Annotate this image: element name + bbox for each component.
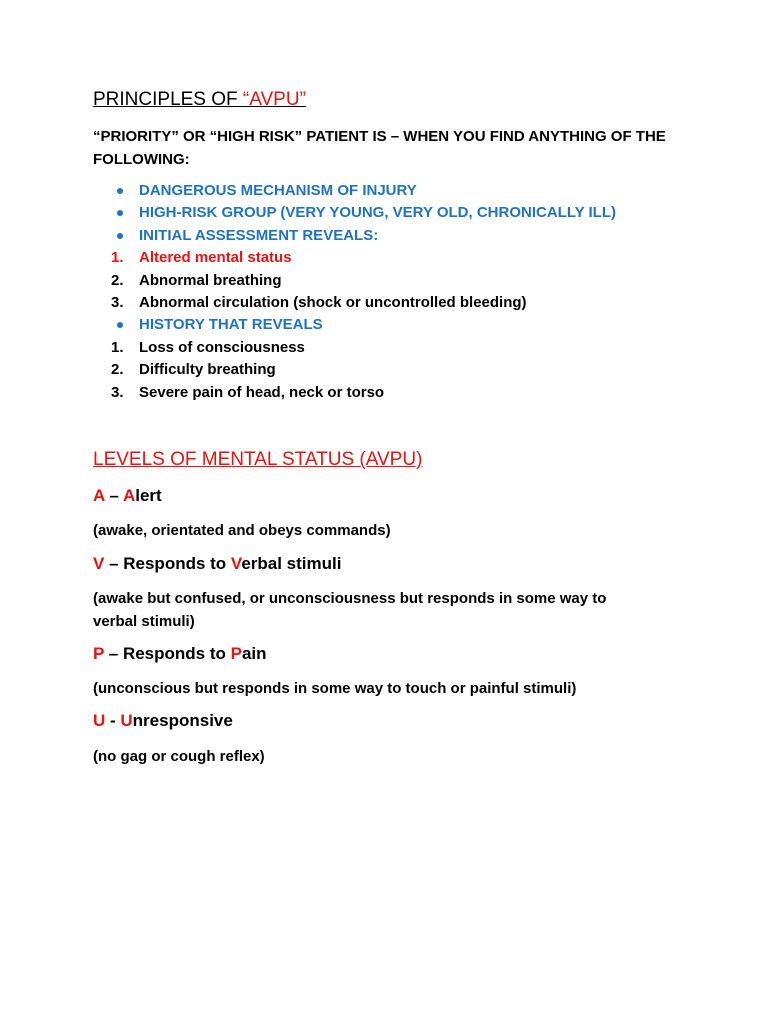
bullet-icon [117, 233, 123, 239]
list-item-text: DANGEROUS MECHANISM OF INJURY [139, 182, 417, 199]
level-heading [93, 486, 162, 506]
level-separator: – [104, 644, 123, 663]
list-item-text: Difficulty breathing [139, 361, 276, 379]
bullet-icon [117, 210, 123, 216]
level-heading [93, 554, 341, 574]
list-item-text: Abnormal circulation (shock or uncontrolled bleeding) [139, 294, 527, 311]
level-word-letter: U [120, 711, 133, 730]
list-number: 3. [111, 383, 124, 401]
bullet-icon [117, 322, 123, 328]
bullet-icon [117, 188, 123, 194]
level-word-rest: lert [135, 486, 162, 505]
level-word-rest: erbal stimuli [241, 554, 342, 573]
level-letter: P [93, 644, 105, 663]
priority-intro: “PRIORITY” OR “HIGH RISK” PATIENT IS – WHEN YOU FIND ANYTHING OF THE FOLLOWING: [93, 128, 666, 168]
list-item-text: HISTORY THAT REVEALS [139, 316, 323, 334]
list-item-text: INITIAL ASSESSMENT REVEALS: [139, 226, 379, 244]
list-number: 2. [111, 361, 124, 379]
level-description: (unconscious but responds in some way to touch or painful stimuli) [93, 680, 577, 697]
principles-heading-highlight: “AVPU” [242, 89, 306, 110]
level-heading [93, 644, 267, 664]
level-prefix: Responds to [123, 554, 231, 573]
level-word-rest: nresponsive [132, 711, 233, 730]
level-word-rest: ain [241, 644, 267, 663]
level-letter: V [93, 554, 105, 573]
level-separator: - [105, 711, 121, 730]
list-item-text: Abnormal breathing [139, 271, 282, 289]
level-letter: A [93, 486, 105, 505]
principles-heading [93, 89, 306, 111]
list-number: 1. [111, 249, 124, 267]
list-number: 2. [111, 271, 124, 289]
level-prefix: Responds to [122, 644, 231, 663]
level-separator: – [104, 554, 124, 573]
level-description: (no gag or cough reflex) [93, 748, 265, 765]
levels-heading: LEVELS OF MENTAL STATUS (AVPU) [93, 449, 423, 470]
principles-heading-prefix: PRINCIPLES OF [93, 89, 243, 110]
list-item-text: Loss of consciousness [139, 338, 305, 356]
level-description: (awake but confused, or unconsciousness but responds in some way to verbal stimuli) [93, 590, 607, 630]
level-word-letter: P [230, 644, 242, 663]
level-word-letter: A [122, 486, 136, 505]
level-description: (awake, orientated and obeys commands) [93, 522, 391, 539]
level-word-letter: V [230, 554, 242, 573]
list-number: 3. [111, 294, 124, 311]
level-separator: – [104, 486, 123, 505]
level-heading [93, 711, 233, 731]
list-number: 1. [111, 338, 124, 356]
list-item-text: Severe pain of head, neck or torso [139, 383, 385, 401]
list-item-text: HIGH-RISK GROUP (VERY YOUNG, VERY OLD, CHRONICALLY ILL) [139, 204, 617, 222]
list-item-text: Altered mental status [139, 249, 292, 267]
level-letter: U [93, 711, 106, 730]
